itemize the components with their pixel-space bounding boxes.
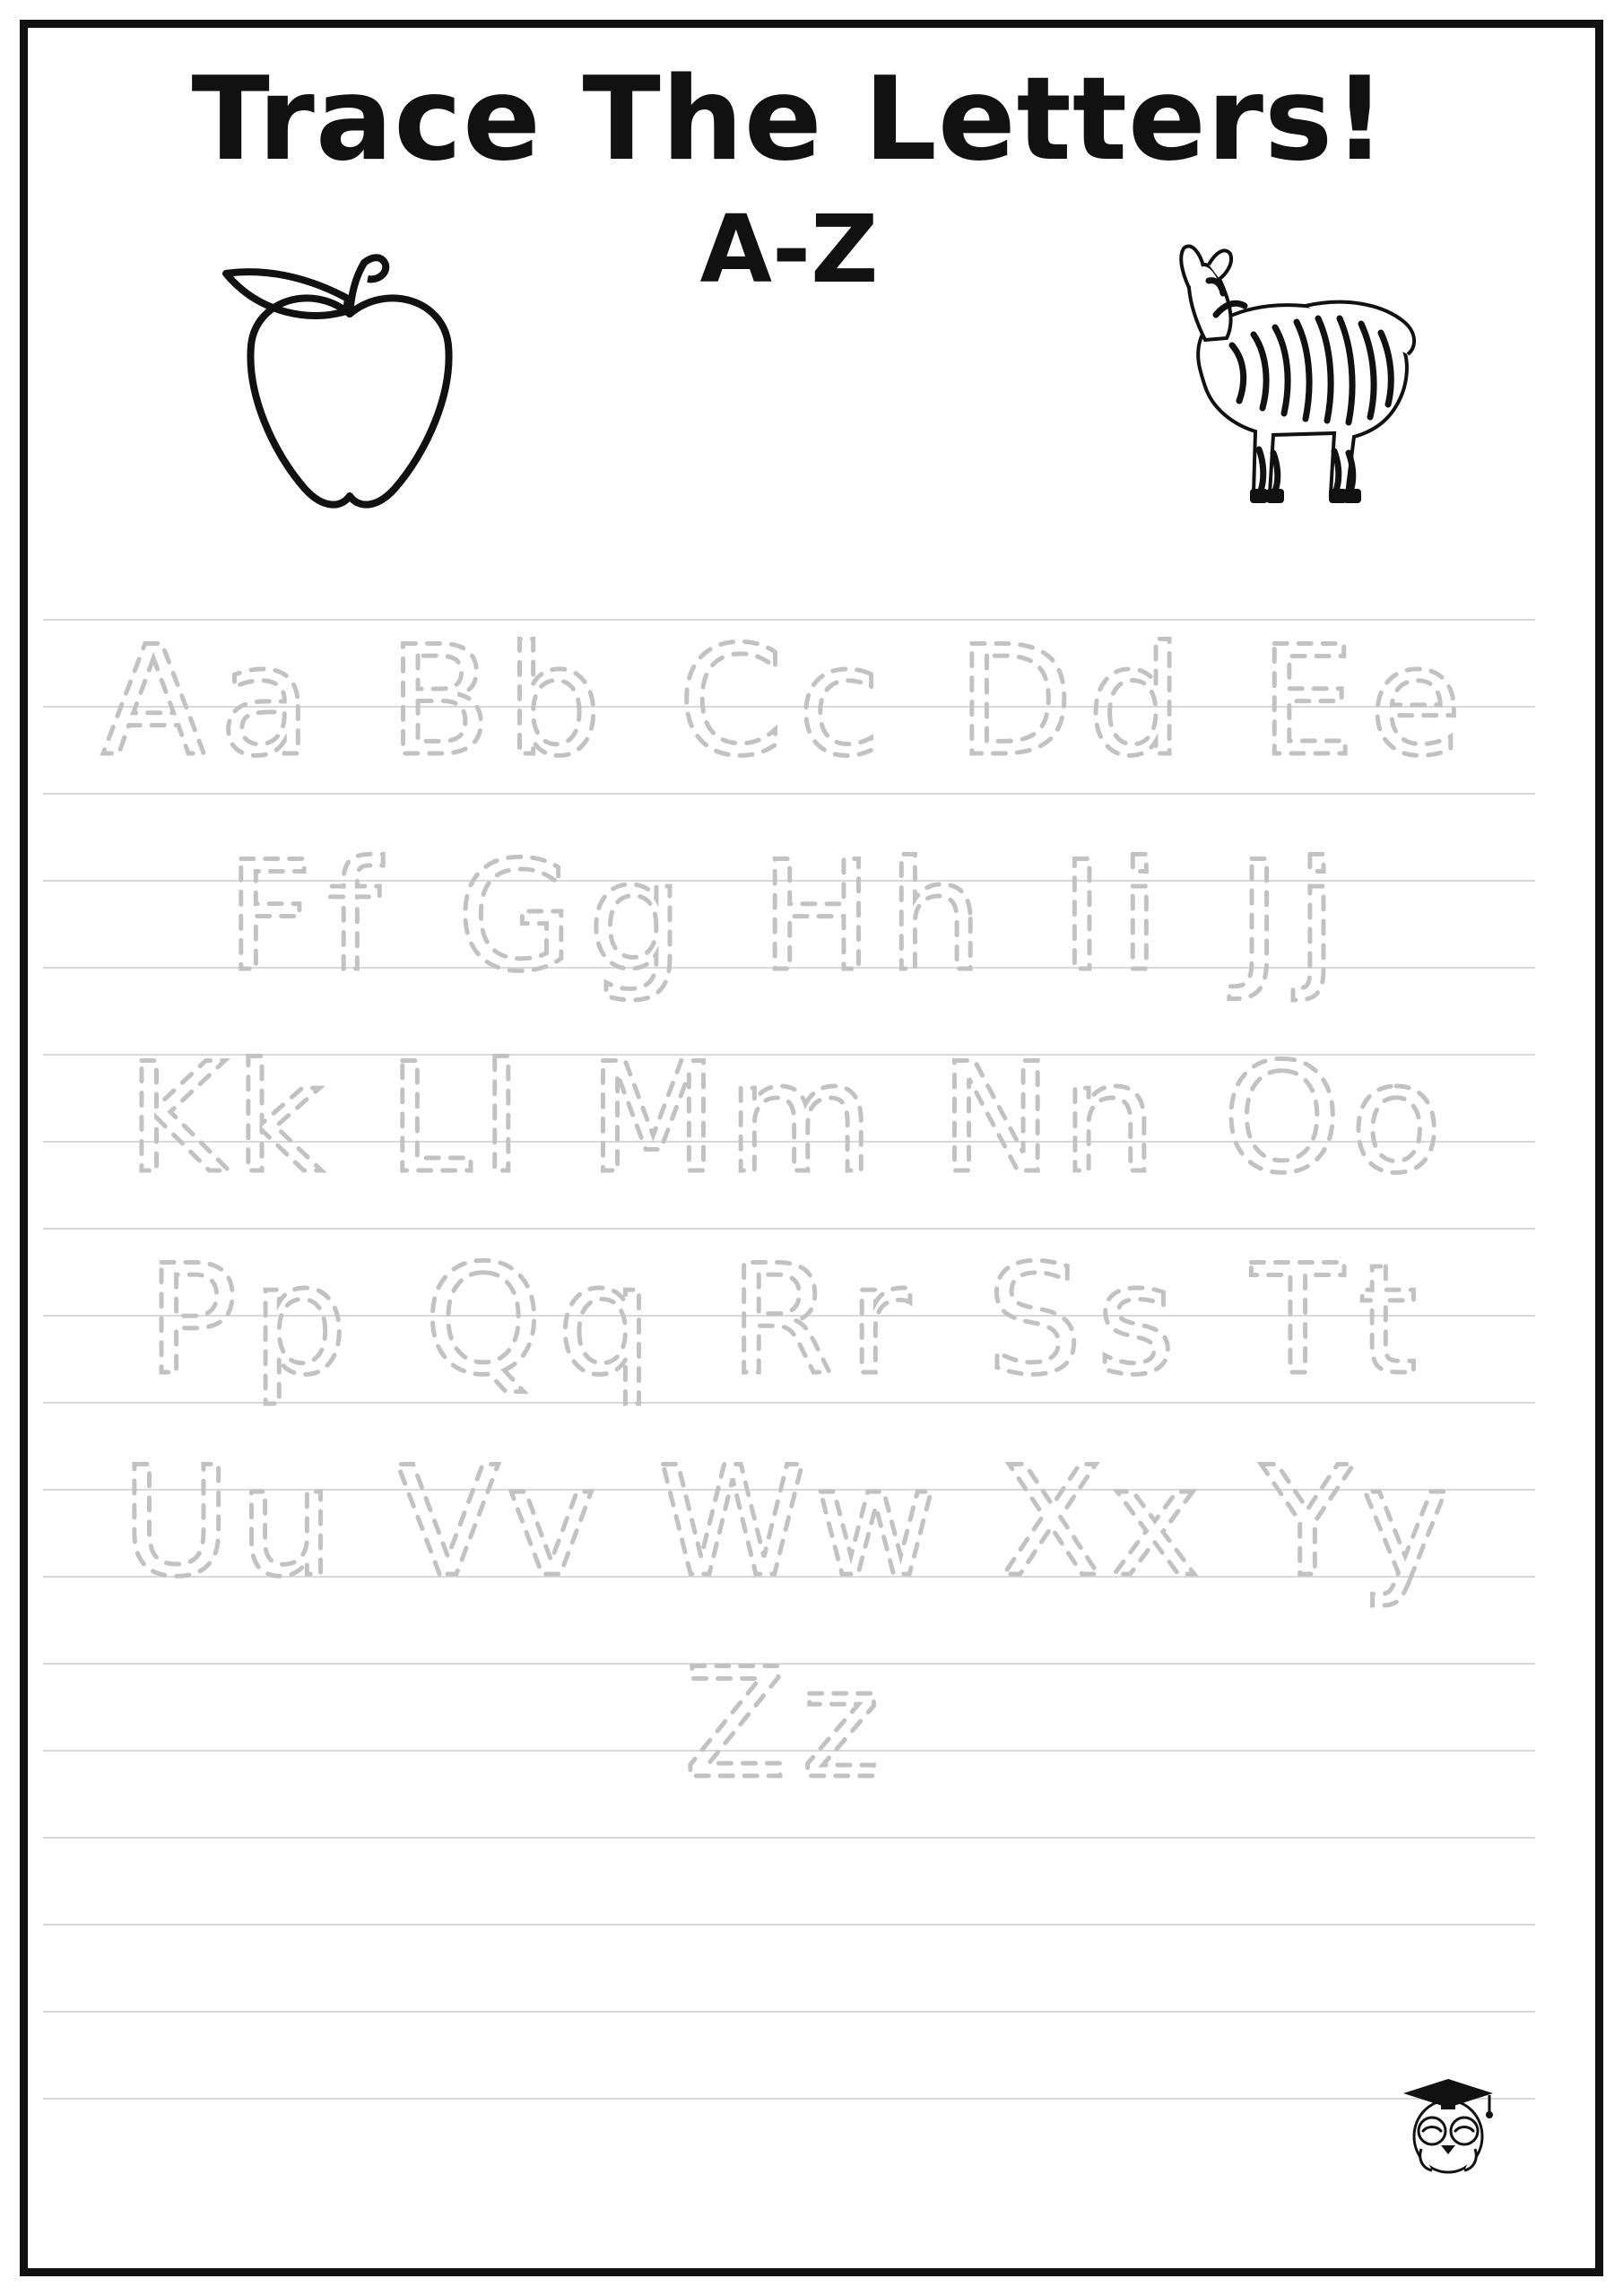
trace-row	[43, 825, 1535, 1048]
trace-row-letters	[43, 1027, 1535, 1249]
rule-line	[43, 1924, 1535, 1926]
zebra-illustration	[1139, 229, 1435, 534]
owl-mascot-logo	[1394, 2063, 1502, 2179]
trace-letters-text: Ff Gg Hh Ii Jj	[226, 829, 1352, 1004]
trace-row-letters	[43, 610, 1535, 832]
trace-row	[43, 1229, 1535, 1451]
trace-row	[43, 1027, 1535, 1249]
trace-row	[43, 1431, 1535, 1653]
trace-letters-text: Aa Bb Cc Dd Ee	[101, 613, 1477, 789]
trace-row-letters	[43, 1431, 1535, 1653]
trace-row-letters	[43, 1632, 1535, 1855]
apple-illustration	[206, 229, 493, 525]
trace-row-letters	[43, 1229, 1535, 1451]
trace-letters-text: Pp Qq Rr Ss Tt	[146, 1232, 1432, 1408]
trace-row-letters	[43, 825, 1535, 1048]
page-title: Trace The Letters!	[191, 53, 1387, 187]
ruled-writing-area	[43, 613, 1535, 2184]
trace-letters-text: Uu Vv Ww Xx Yy	[121, 1434, 1457, 1610]
rule-line	[43, 2011, 1535, 2013]
trace-row	[43, 1632, 1535, 1855]
page-subtitle: A-Z	[699, 195, 879, 304]
rule-line	[43, 2098, 1535, 2100]
worksheet-header	[36, 27, 1542, 601]
trace-letters-text: Kk Ll Mm Nn Oo	[126, 1031, 1452, 1206]
trace-row	[43, 610, 1535, 832]
trace-letters-text: Zz	[683, 1636, 895, 1812]
